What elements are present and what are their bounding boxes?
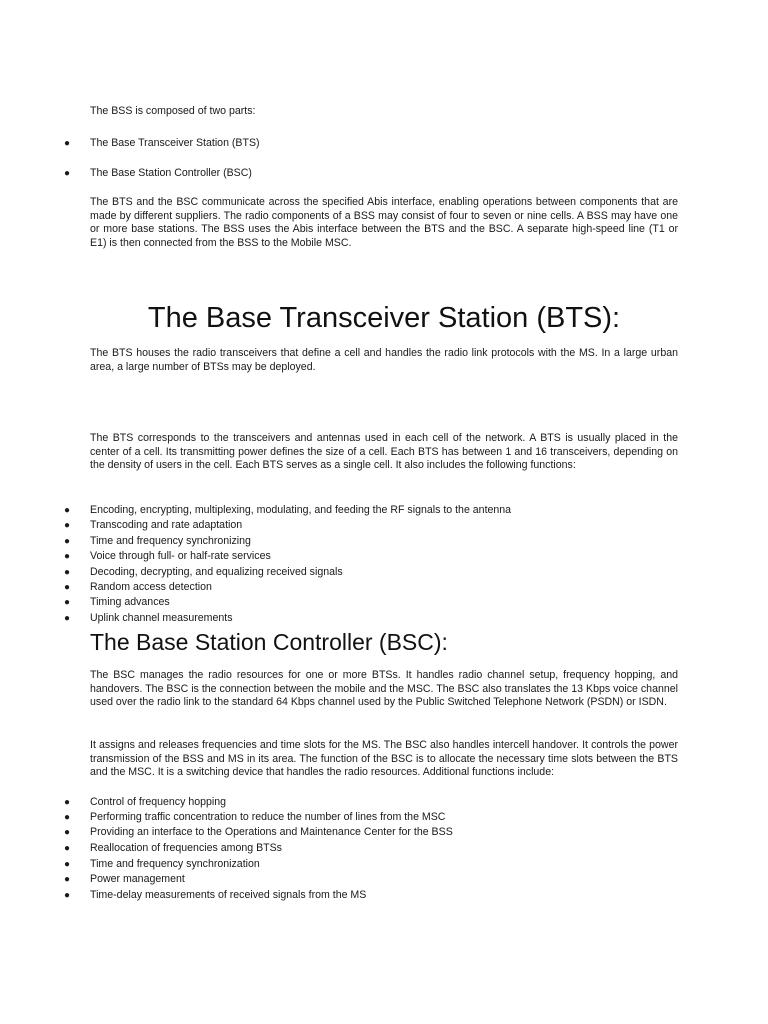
list-item-text: Time and frequency synchronization xyxy=(90,858,260,870)
list-item-text: The Base Transceiver Station (BTS) xyxy=(90,137,260,149)
list-item xyxy=(0,550,768,565)
bullet-icon: ● xyxy=(64,505,71,516)
list-item-text: Decoding, decrypting, and equalizing received signals xyxy=(90,566,343,578)
list-item-text: Transcoding and rate adaptation xyxy=(90,519,243,531)
list-item-text: The Base Station Controller (BSC) xyxy=(90,167,252,179)
list-item xyxy=(0,796,768,811)
bullet-icon: ● xyxy=(64,827,71,838)
list-item xyxy=(0,566,768,581)
list-item-text: Reallocation of frequencies among BTSs xyxy=(90,842,282,854)
list-item xyxy=(0,519,768,534)
list-item xyxy=(0,889,768,904)
bts-paragraph-1: The BTS houses the radio transceivers that define a cell and handles the radio link protocols with the MS. In a large urban area, a large number of BTSs may be deployed. xyxy=(90,347,678,373)
bullet-icon: ● xyxy=(64,567,71,578)
bsc-paragraph-2: It assigns and releases frequencies and time slots for the MS. The BSC also handles intercell handover. It controls the power transmission of the BSS and MS in its area. The function of the BSC is to allocate the necessary time slots between the BTS and the MSC. It is a switching device that handles the radio resources. Additional functions include: xyxy=(90,739,678,779)
bts-paragraph-2: The BTS corresponds to the transceivers and antennas used in each cell of the network. A BTS is usually placed in the center of a cell. Its transmitting power defines the size of a cell. Each BTS has between 1 and 16 transceivers, depending on the density of users in the cell. Each BTS serves as a single cell. It also includes the following functions: xyxy=(90,432,678,472)
bullet-icon: ● xyxy=(64,168,71,179)
bullet-icon: ● xyxy=(64,874,71,885)
list-item xyxy=(0,826,768,841)
list-item-text: Uplink channel measurements xyxy=(90,612,233,624)
bullet-icon: ● xyxy=(64,859,71,870)
bullet-icon: ● xyxy=(64,597,71,608)
bts-heading: The Base Transceiver Station (BTS): xyxy=(147,302,621,334)
list-item-text: Random access detection xyxy=(90,581,212,593)
bullet-icon: ● xyxy=(64,536,71,547)
list-item xyxy=(0,596,768,611)
list-item xyxy=(0,842,768,857)
bullet-icon: ● xyxy=(64,582,71,593)
list-item xyxy=(0,858,768,873)
intro-text: The BSS is composed of two parts: xyxy=(90,105,256,117)
bullet-icon: ● xyxy=(64,812,71,823)
bsc-heading: The Base Station Controller (BSC): xyxy=(90,629,448,655)
list-item xyxy=(0,581,768,596)
bullet-icon: ● xyxy=(64,551,71,562)
bullet-icon: ● xyxy=(64,843,71,854)
list-item xyxy=(0,504,768,519)
list-item-text: Control of frequency hopping xyxy=(90,796,227,808)
list-item xyxy=(0,873,768,888)
list-item-text: Providing an interface to the Operations and Maintenance Center for the BSS xyxy=(90,826,453,838)
overview-paragraph: The BTS and the BSC communicate across the specified Abis interface, enabling operations between components that are made by different suppliers. The radio components of a BSS may consist of four to seven or nine cells. A BSS may have one or more base stations. The BSS uses the Abis interface between the BTS and the BSC. A separate high-speed line (T1 or E1) is then connected from the BSS to the Mobile MSC. xyxy=(90,196,678,249)
list-item xyxy=(0,167,768,182)
list-item-text: Encoding, encrypting, multiplexing, modulating, and feeding the RF signals to the antenna xyxy=(90,504,512,516)
list-item-text: Performing traffic concentration to reduce the number of lines from the MSC xyxy=(90,811,446,823)
bsc-paragraph-1: The BSC manages the radio resources for one or more BTSs. It handles radio channel setup, frequency hopping, and handovers. The BSC is the connection between the mobile and the MSC. The BSC also translates the 13 Kbps voice channel used over the radio link to the standard 64 Kbps channel used by the Public Switched Telephone Network (PSDN) or ISDN. xyxy=(90,669,678,709)
bullet-icon: ● xyxy=(64,613,71,624)
list-item xyxy=(0,612,768,627)
list-item xyxy=(0,535,768,550)
list-item-text: Timing advances xyxy=(90,596,170,608)
bullet-icon: ● xyxy=(64,138,71,149)
list-item xyxy=(0,137,768,152)
list-item-text: Time and frequency synchronizing xyxy=(90,535,251,547)
list-item xyxy=(0,811,768,826)
list-item-text: Time-delay measurements of received signals from the MS xyxy=(90,889,367,901)
bullet-icon: ● xyxy=(64,797,71,808)
bullet-icon: ● xyxy=(64,520,71,531)
list-item-text: Voice through full- or half-rate services xyxy=(90,550,271,562)
bullet-icon: ● xyxy=(64,890,71,901)
list-item-text: Power management xyxy=(90,873,185,885)
